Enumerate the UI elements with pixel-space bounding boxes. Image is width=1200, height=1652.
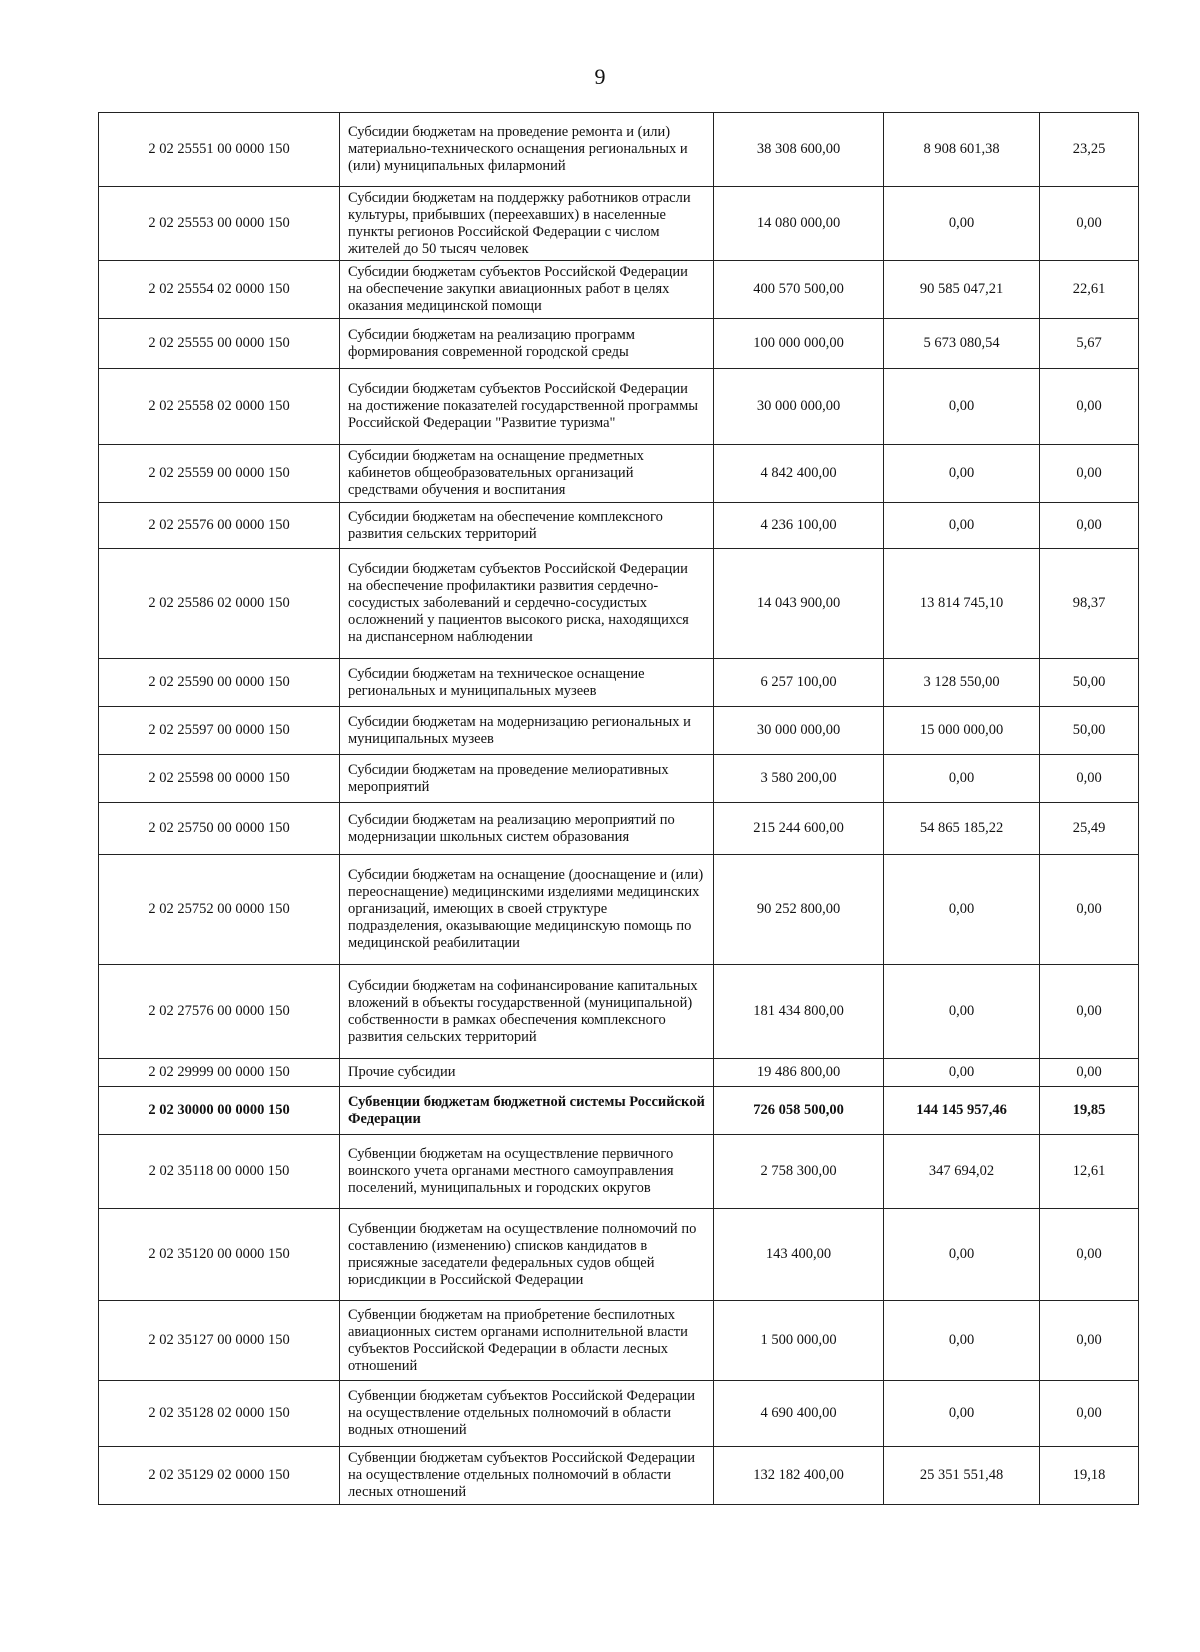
execution-percent-cell: 0,00: [1040, 1381, 1139, 1447]
table-row: [99, 1447, 1139, 1505]
actual-amount-cell: 0,00: [884, 1209, 1040, 1301]
budget-code-cell: 2 02 25752 00 0000 150: [99, 855, 340, 965]
actual-amount-cell: 0,00: [884, 503, 1040, 549]
table-row: [99, 1301, 1139, 1381]
table-row: [99, 503, 1139, 549]
budget-code-cell: 2 02 25750 00 0000 150: [99, 803, 340, 855]
income-name-cell: Субсидии бюджетам на реализацию программ формирования современной городской среды: [340, 319, 714, 369]
income-name-cell: Субвенции бюджетам субъектов Российской Федерации на осуществление отдельных полномочий в области лесных отношений: [340, 1447, 714, 1505]
income-name-cell: Субсидии бюджетам на оснащение предметных кабинетов общеобразовательных организаций средствами обучения и воспитания: [340, 445, 714, 503]
planned-amount-cell: 90 252 800,00: [714, 855, 884, 965]
budget-code-cell: 2 02 25558 02 0000 150: [99, 369, 340, 445]
execution-percent-cell: 0,00: [1040, 755, 1139, 803]
table-row: [99, 965, 1139, 1059]
actual-amount-cell: 0,00: [884, 187, 1040, 261]
page-number: 9: [594, 64, 606, 89]
table-row: [99, 1059, 1139, 1087]
table-row: [99, 803, 1139, 855]
income-name-cell: Субсидии бюджетам на поддержку работников отрасли культуры, прибывших (переехавших) в населенные пункты регионов Российской Федерации с числом жителей до 50 тысяч человек: [340, 187, 714, 261]
planned-amount-cell: 4 236 100,00: [714, 503, 884, 549]
income-name-cell: Субсидии бюджетам субъектов Российской Федерации на достижение показателей государственной программы Российской Федерации "Развитие туризма": [340, 369, 714, 445]
income-name-cell: Субсидии бюджетам на реализацию мероприятий по модернизации школьных систем образования: [340, 803, 714, 855]
execution-percent-cell: 19,85: [1040, 1087, 1139, 1135]
planned-amount-cell: 1 500 000,00: [714, 1301, 884, 1381]
execution-percent-cell: 0,00: [1040, 369, 1139, 445]
table-row: [99, 319, 1139, 369]
execution-percent-cell: 50,00: [1040, 707, 1139, 755]
actual-amount-cell: 54 865 185,22: [884, 803, 1040, 855]
income-name-cell: Субсидии бюджетам на оснащение (дооснащение и (или) переоснащение) медицинскими изделиями медицинских организаций, имеющих в своей структуре подразделения, оказывающие медицинскую помощь по медицинской реабилитации: [340, 855, 714, 965]
planned-amount-cell: 100 000 000,00: [714, 319, 884, 369]
income-name-cell: Субвенции бюджетам бюджетной системы Российской Федерации: [340, 1087, 714, 1135]
budget-code-cell: 2 02 25553 00 0000 150: [99, 187, 340, 261]
income-name-cell: Прочие субсидии: [340, 1059, 714, 1087]
planned-amount-cell: 2 758 300,00: [714, 1135, 884, 1209]
budget-code-cell: 2 02 30000 00 0000 150: [99, 1087, 340, 1135]
execution-percent-cell: 19,18: [1040, 1447, 1139, 1505]
table-row: [99, 707, 1139, 755]
execution-percent-cell: 5,67: [1040, 319, 1139, 369]
budget-code-cell: 2 02 25555 00 0000 150: [99, 319, 340, 369]
actual-amount-cell: 90 585 047,21: [884, 261, 1040, 319]
actual-amount-cell: 0,00: [884, 1059, 1040, 1087]
actual-amount-cell: 8 908 601,38: [884, 113, 1040, 187]
budget-code-cell: 2 02 29999 00 0000 150: [99, 1059, 340, 1087]
table-row: [99, 369, 1139, 445]
execution-percent-cell: 0,00: [1040, 1301, 1139, 1381]
income-name-cell: Субсидии бюджетам субъектов Российской Федерации на обеспечение профилактики развития сердечно-сосудистых заболеваний и сердечно-сосудистых осложнений у пациентов высокого риска, находящихся на диспансерном наблюдении: [340, 549, 714, 659]
planned-amount-cell: 19 486 800,00: [714, 1059, 884, 1087]
income-name-cell: Субсидии бюджетам на софинансирование капитальных вложений в объекты государственной (муниципальной) собственности в рамках обеспечения комплексного развития сельских территорий: [340, 965, 714, 1059]
execution-percent-cell: 0,00: [1040, 965, 1139, 1059]
budget-code-cell: 2 02 25598 00 0000 150: [99, 755, 340, 803]
income-name-cell: Субсидии бюджетам на обеспечение комплексного развития сельских территорий: [340, 503, 714, 549]
execution-percent-cell: 22,61: [1040, 261, 1139, 319]
budget-code-cell: 2 02 25554 02 0000 150: [99, 261, 340, 319]
execution-percent-cell: 98,37: [1040, 549, 1139, 659]
planned-amount-cell: 4 842 400,00: [714, 445, 884, 503]
planned-amount-cell: 30 000 000,00: [714, 707, 884, 755]
table-row: [99, 1209, 1139, 1301]
planned-amount-cell: 4 690 400,00: [714, 1381, 884, 1447]
table-row: [99, 855, 1139, 965]
budget-code-cell: 2 02 25576 00 0000 150: [99, 503, 340, 549]
actual-amount-cell: 0,00: [884, 1301, 1040, 1381]
planned-amount-cell: 181 434 800,00: [714, 965, 884, 1059]
actual-amount-cell: 0,00: [884, 855, 1040, 965]
budget-revenue-table: [98, 112, 1139, 1505]
actual-amount-cell: 3 128 550,00: [884, 659, 1040, 707]
planned-amount-cell: 14 080 000,00: [714, 187, 884, 261]
budget-code-cell: 2 02 27576 00 0000 150: [99, 965, 340, 1059]
planned-amount-cell: 6 257 100,00: [714, 659, 884, 707]
execution-percent-cell: 0,00: [1040, 503, 1139, 549]
execution-percent-cell: 0,00: [1040, 1059, 1139, 1087]
table-row: [99, 445, 1139, 503]
planned-amount-cell: 726 058 500,00: [714, 1087, 884, 1135]
income-name-cell: Субсидии бюджетам на проведение мелиоративных мероприятий: [340, 755, 714, 803]
budget-code-cell: 2 02 35127 00 0000 150: [99, 1301, 340, 1381]
actual-amount-cell: 144 145 957,46: [884, 1087, 1040, 1135]
budget-code-cell: 2 02 35128 02 0000 150: [99, 1381, 340, 1447]
income-name-cell: Субсидии бюджетам на модернизацию региональных и муниципальных музеев: [340, 707, 714, 755]
income-name-cell: Субсидии бюджетам на проведение ремонта и (или) материально-технического оснащения региональных и (или) муниципальных филармоний: [340, 113, 714, 187]
table-row-total: [99, 1087, 1139, 1135]
table-row: [99, 549, 1139, 659]
actual-amount-cell: 0,00: [884, 369, 1040, 445]
table-row: [99, 187, 1139, 261]
table-row: [99, 659, 1139, 707]
table-row: [99, 755, 1139, 803]
execution-percent-cell: 0,00: [1040, 187, 1139, 261]
execution-percent-cell: 50,00: [1040, 659, 1139, 707]
income-name-cell: Субсидии бюджетам субъектов Российской Федерации на обеспечение закупки авиационных работ в целях оказания медицинской помощи: [340, 261, 714, 319]
execution-percent-cell: 0,00: [1040, 445, 1139, 503]
budget-code-cell: 2 02 35120 00 0000 150: [99, 1209, 340, 1301]
actual-amount-cell: 13 814 745,10: [884, 549, 1040, 659]
table-row: [99, 1381, 1139, 1447]
budget-code-cell: 2 02 35129 02 0000 150: [99, 1447, 340, 1505]
planned-amount-cell: 400 570 500,00: [714, 261, 884, 319]
table-row: [99, 1135, 1139, 1209]
planned-amount-cell: 132 182 400,00: [714, 1447, 884, 1505]
table-body: [99, 113, 1139, 1505]
planned-amount-cell: 38 308 600,00: [714, 113, 884, 187]
income-name-cell: Субвенции бюджетам на приобретение беспилотных авиационных систем органами исполнительной власти субъектов Российской Федерации в области лесных отношений: [340, 1301, 714, 1381]
income-name-cell: Субвенции бюджетам на осуществление полномочий по составлению (изменению) списков кандидатов в присяжные заседатели федеральных судов общей юрисдикции в Российской Федерации: [340, 1209, 714, 1301]
actual-amount-cell: 25 351 551,48: [884, 1447, 1040, 1505]
income-name-cell: Субсидии бюджетам на техническое оснащение региональных и муниципальных музеев: [340, 659, 714, 707]
execution-percent-cell: 0,00: [1040, 855, 1139, 965]
actual-amount-cell: 15 000 000,00: [884, 707, 1040, 755]
table-row: [99, 113, 1139, 187]
budget-code-cell: 2 02 25559 00 0000 150: [99, 445, 340, 503]
actual-amount-cell: 0,00: [884, 755, 1040, 803]
budget-code-cell: 2 02 25597 00 0000 150: [99, 707, 340, 755]
planned-amount-cell: 215 244 600,00: [714, 803, 884, 855]
table-row: [99, 261, 1139, 319]
income-name-cell: Субвенции бюджетам на осуществление первичного воинского учета органами местного самоуправления поселений, муниципальных и городских округов: [340, 1135, 714, 1209]
actual-amount-cell: 5 673 080,54: [884, 319, 1040, 369]
execution-percent-cell: 23,25: [1040, 113, 1139, 187]
planned-amount-cell: 14 043 900,00: [714, 549, 884, 659]
planned-amount-cell: 30 000 000,00: [714, 369, 884, 445]
execution-percent-cell: 0,00: [1040, 1209, 1139, 1301]
planned-amount-cell: 143 400,00: [714, 1209, 884, 1301]
actual-amount-cell: 347 694,02: [884, 1135, 1040, 1209]
planned-amount-cell: 3 580 200,00: [714, 755, 884, 803]
budget-code-cell: 2 02 25586 02 0000 150: [99, 549, 340, 659]
execution-percent-cell: 12,61: [1040, 1135, 1139, 1209]
actual-amount-cell: 0,00: [884, 965, 1040, 1059]
budget-code-cell: 2 02 25590 00 0000 150: [99, 659, 340, 707]
income-name-cell: Субвенции бюджетам субъектов Российской Федерации на осуществление отдельных полномочий в области водных отношений: [340, 1381, 714, 1447]
budget-code-cell: 2 02 25551 00 0000 150: [99, 113, 340, 187]
execution-percent-cell: 25,49: [1040, 803, 1139, 855]
actual-amount-cell: 0,00: [884, 445, 1040, 503]
budget-code-cell: 2 02 35118 00 0000 150: [99, 1135, 340, 1209]
actual-amount-cell: 0,00: [884, 1381, 1040, 1447]
